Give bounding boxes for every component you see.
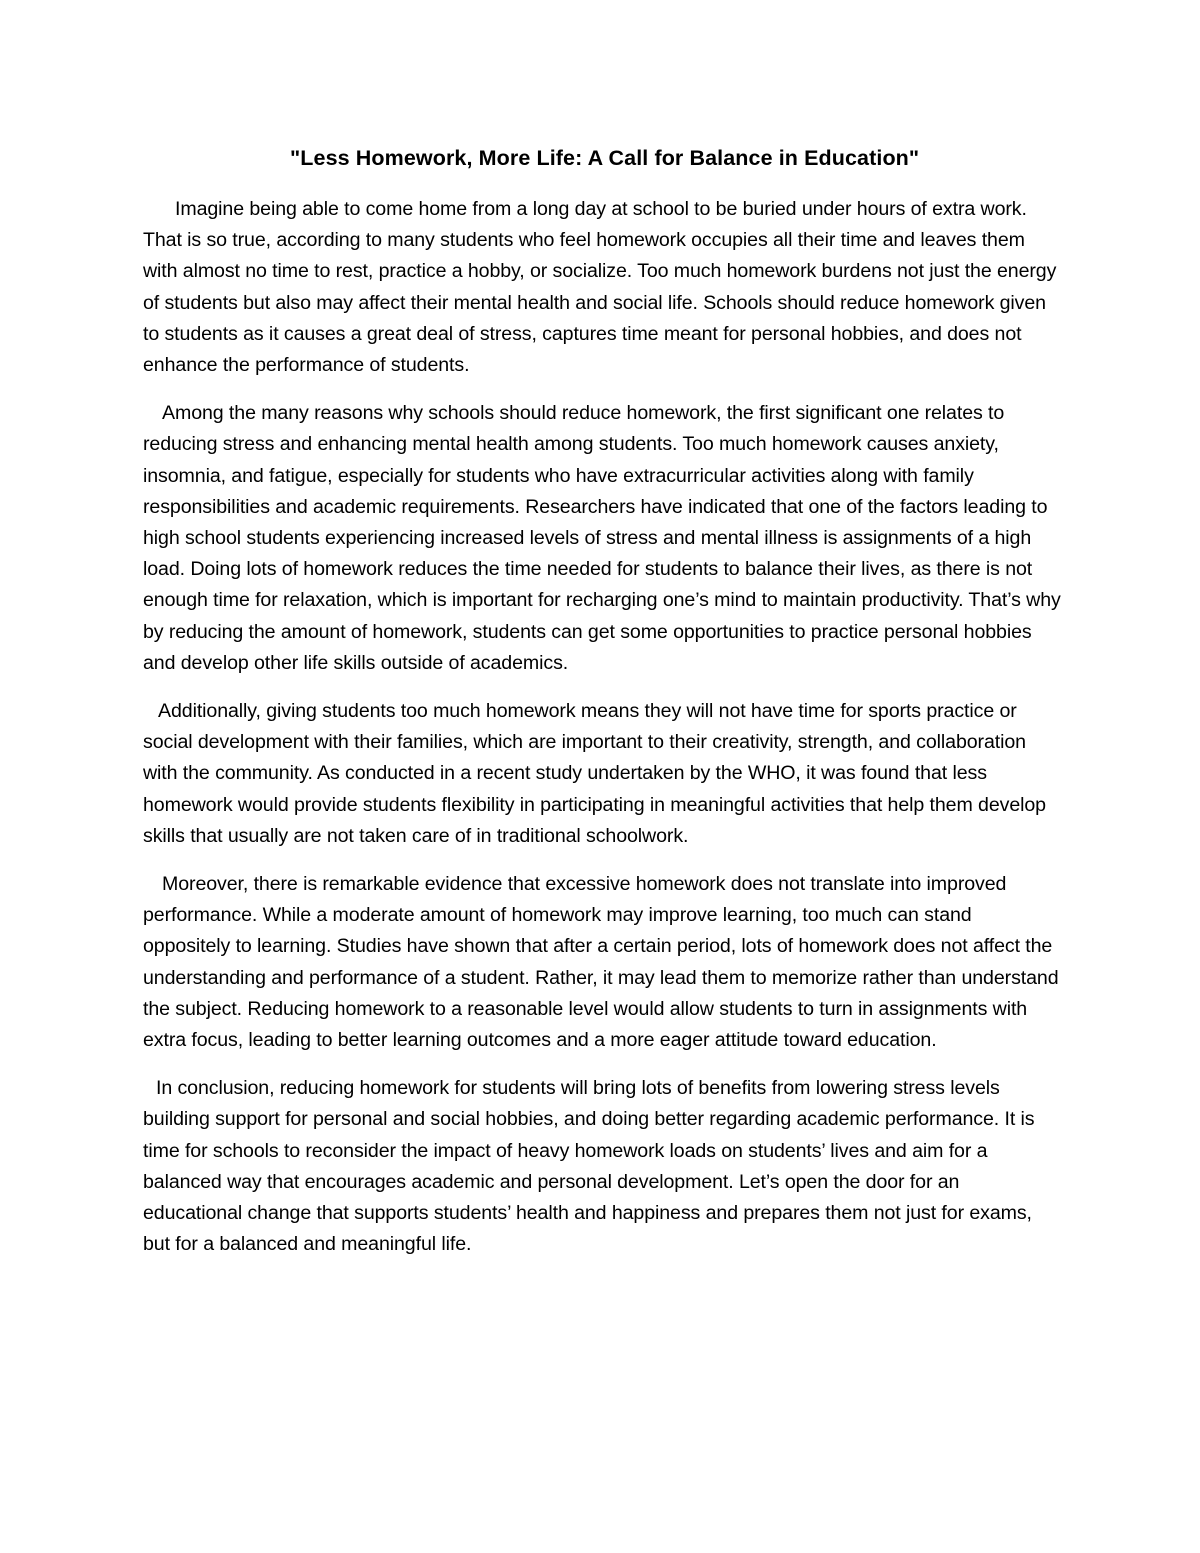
paragraph-conclusion: In conclusion, reducing homework for students will bring lots of benefits from lowering stress levels building support for personal and social hobbies, and doing better regarding academic performance. It is time for schools to reconsider the impact of heavy homework loads on students’ lives and aim for a balanced way that encourages academic and personal development. Let’s open the door for an educational change that supports students’ health and happiness and prepares them not just for exams, but for a balanced and meaningful life. bbox=[143, 1077, 1035, 1256]
document-body bbox=[143, 194, 1063, 1278]
paragraph-introduction: Imagine being able to come home from a long day at school to be buried under hours of extra work. That is so true, according to many students who feel homework occupies all their time and leaves them with almost no time to rest, practice a hobby, or socialize. Too much homework burdens not just the energy of students but also may affect their mental health and social life. Schools should reduce homework given to students as it causes a great deal of stress, captures time meant for personal hobbies, and does not enhance the performance of students. bbox=[143, 198, 1057, 377]
document-title: "Less Homework, More Life: A Call for Balance in Education" bbox=[290, 146, 920, 170]
paragraph-stress: Among the many reasons why schools should reduce homework, the first significant one relates to reducing stress and enhancing mental health among students. Too much homework causes anxiety, insomnia, and fatigue, especially for students who have extracurricular activities along with family responsibilities and academic requirements. Researchers have indicated that one of the factors leading to high school students experiencing increased levels of stress and mental illness is assignments of a high load. Doing lots of homework reduces the time needed for students to balance their lives, as there is not enough time for relaxation, which is important for recharging one’s mind to maintain productivity. That’s why by reducing the amount of homework, students can get some opportunities to practice personal hobbies and develop other life skills outside of academics. bbox=[143, 402, 1061, 674]
paragraph-performance: Moreover, there is remarkable evidence that excessive homework does not translate into improved performance. While a moderate amount of homework may improve learning, too much can stand oppositely to learning. Studies have shown that after a certain period, lots of homework does not affect the understanding and performance of a student. Rather, it may lead them to memorize rather than understand the subject. Reducing homework to a reasonable level would allow students to turn in assignments with extra focus, leading to better learning outcomes and a more eager attitude toward education. bbox=[143, 873, 1059, 1052]
paragraph-activities: Additionally, giving students too much homework means they will not have time for sports practice or social development with their families, which are important to their creativity, strength, and collaboration with the community. As conducted in a recent study undertaken by the WHO, it was found that less homework would provide students flexibility in participating in meaningful activities that help them develop skills that usually are not taken care of in traditional schoolwork. bbox=[143, 700, 1046, 847]
